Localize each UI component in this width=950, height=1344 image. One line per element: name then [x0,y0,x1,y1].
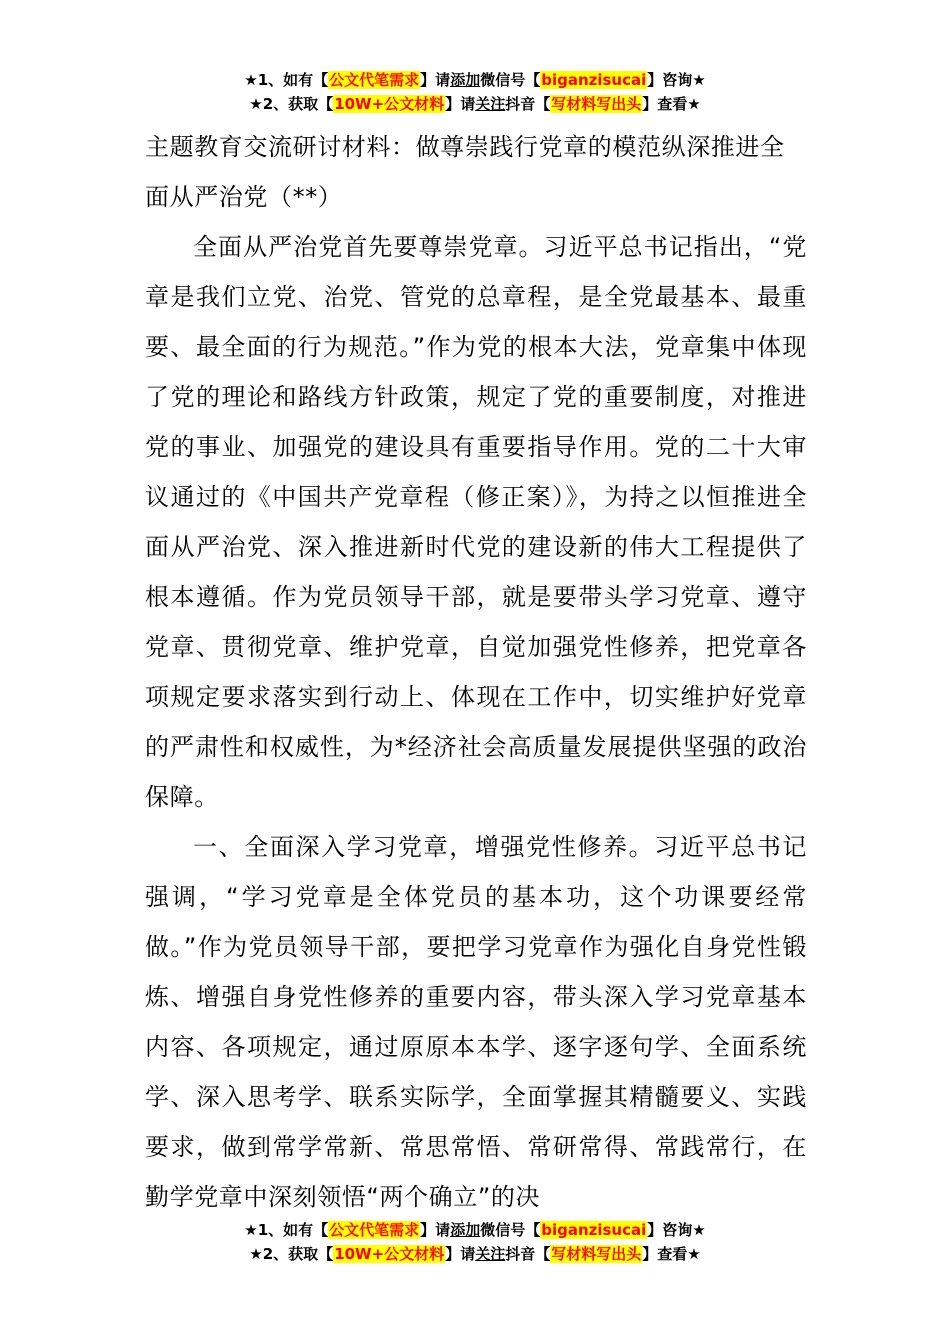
banner-text: 抖音【 [505,1245,551,1263]
banner-line-1 [0,1218,950,1242]
paragraph-section-1: 一、全面深入学习党章，增强党性修养。习近平总书记强调，“学习党章是全体党员的基本功，这个功课要经常做。”作为党员领导干部，要把学习党章作为强化自身党性锻炼、增强自身党性修养的重要内容，带头深入学习党章基本内容、各项规定，通过原原本本学、逐字逐句学、全面系统学、深入思考学、联系实际学，全面掌握其精髓要义、实践要求，做到常学常新、常思常悟、常研常得、常践常行，在勤学党章中深刻领悟“两个确立”的决 [145,833,807,1211]
document-title: 主题教育交流研讨材料：做尊崇践行党章的模范纵深推进全面从严治党（**） [145,133,785,211]
banner-line-2 [0,92,950,116]
banner-highlight-wechat-id: biganzisucai [541,1221,647,1239]
banner-highlight-materials: 10W+公文材料 [334,1245,445,1263]
banner-highlight-materials: 10W+公文材料 [334,95,445,113]
banner-text: ★1、如有【 [244,71,329,89]
banner-highlight-service: 公文代笔需求 [329,71,420,89]
banner-underlined-text: 关注 [475,95,506,113]
banner-text: 微信号【 [480,71,541,89]
banner-text: 】请 [445,1245,476,1263]
banner-text: ★2、获取【 [249,95,334,113]
banner-text: 微信号【 [480,1221,541,1239]
banner-text: 】请 [445,95,476,113]
banner-underlined-text: 关注 [475,1245,506,1263]
banner-highlight-douyin-account: 写材料写出头 [551,1245,642,1263]
banner-text: 】查看★ [642,1245,701,1263]
banner-underlined-text: 添加 [450,1221,481,1239]
banner-text: ★1、如有【 [244,1221,329,1239]
banner-text: ★2、获取【 [249,1245,334,1263]
banner-text: 抖音【 [505,95,551,113]
banner-underlined-text: 添加 [450,71,481,89]
banner-text: 】查看★ [642,95,701,113]
paragraph-intro: 全面从严治党首先要尊崇党章。习近平总书记指出，“党章是我们立党、治党、管党的总章程，是全党最基本、最重要、最全面的行为规范。”作为党的根本大法，党章集中体现了党的理论和路线方针政策，规定了党的重要制度，对推进党的事业、加强党的建设具有重要指导作用。党的二十大审议通过的《中国共产党章程（修正案）》，为持之以恒推进全面从严治党、深入推进新时代党的建设新的伟大工程提供了根本遵循。作为党员领导干部，就是要带头学习党章、遵守党章、贯彻党章、维护党章，自觉加强党性修养，把党章各项规定要求落实到行动上、体现在工作中，切实维护好党章的严肃性和权威性，为*经济社会高质量发展提供坚强的政治保障。 [145,233,807,811]
document-body [145,122,807,1222]
banner-highlight-douyin-account: 写材料写出头 [551,95,642,113]
footer-banner [0,1218,950,1266]
banner-highlight-wechat-id: biganzisucai [541,71,647,89]
banner-text: 】请 [420,71,451,89]
banner-text: 】咨询★ [647,1221,706,1239]
banner-highlight-service: 公文代笔需求 [329,1221,420,1239]
banner-text: 】请 [420,1221,451,1239]
banner-line-1 [0,68,950,92]
header-banner [0,68,950,116]
banner-text: 】咨询★ [647,71,706,89]
banner-line-2 [0,1242,950,1266]
